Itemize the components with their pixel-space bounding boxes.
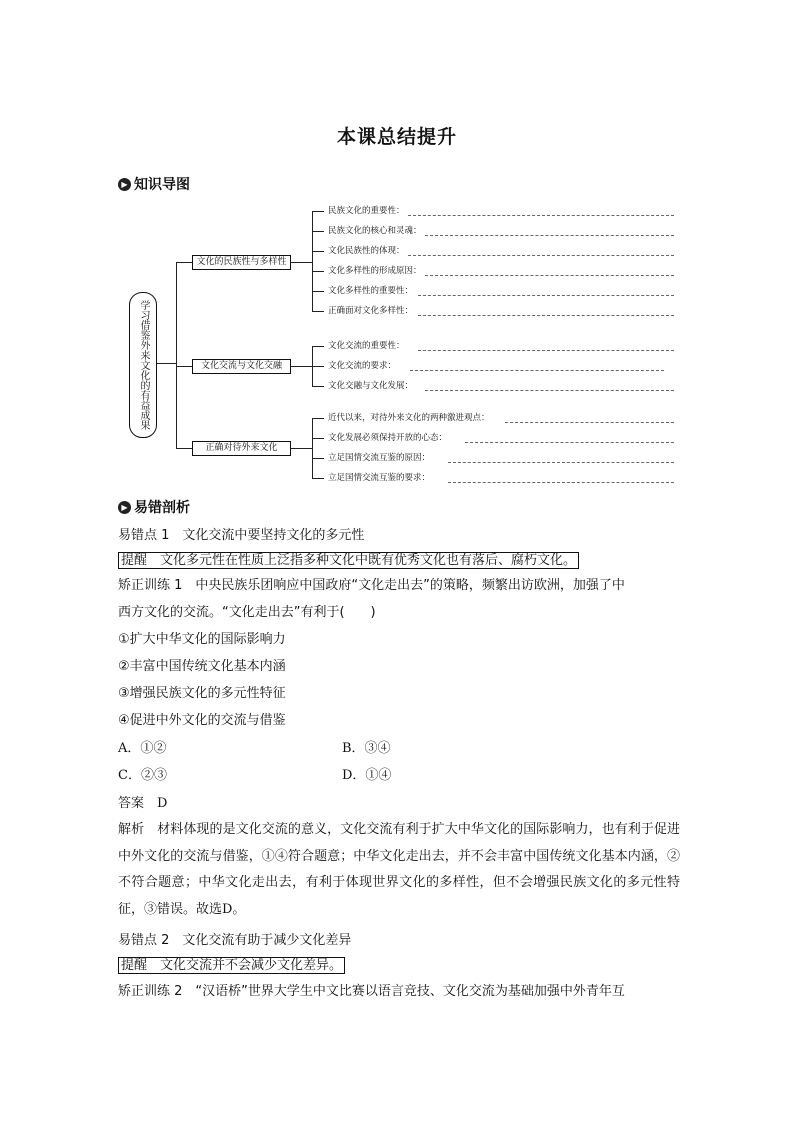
play-icon: ▶ <box>118 178 131 191</box>
mindmap-leaf: 文化交流的重要性： <box>328 341 405 351</box>
answer-blank <box>408 215 674 216</box>
answer-blank <box>418 350 674 351</box>
mindmap-leaf: 近代以来，对待外来文化的两种激进观点： <box>328 413 490 423</box>
error-point-1-tip: 提醒 文化多元性在性质上泛指多种文化中既有优秀文化也有落后、腐朽文化。 <box>118 552 579 569</box>
analysis: 解析 材料体现的是文化交流的意义，文化交流有利于扩大中华文化的国际影响力，也有利于促进中外文化的交流与借鉴，①④符合题意；中华文化走出去，并不会丰富中国传统文化基本内涵，②不符合题意；中华文化走出去，有利于体现世界文化的多样性，但不会增强民族文化的多元性特征，③错误。故选D。 <box>118 822 680 917</box>
statement-1: ①扩大中华文化的国际影响力 <box>118 632 286 647</box>
answer-blank <box>425 390 674 391</box>
mindmap-leaf: 文化多样性的形成原因： <box>328 266 422 276</box>
section-heading-knowledge-map <box>118 174 190 194</box>
option-d: D．①④ <box>342 768 392 783</box>
mindmap-branch-2: 文化交流与文化交融 <box>192 359 291 374</box>
answer-blank <box>465 442 674 443</box>
error-point-1-title: 易错点 1 文化交流中要坚持文化的多元性 <box>118 528 365 543</box>
answer: 答案 D <box>118 796 168 811</box>
section-heading-error-analysis <box>118 497 190 517</box>
answer-blank <box>418 295 674 296</box>
question-1-line-2: 西方文化的交流。“文化走出去”有利于( ) <box>118 605 376 620</box>
answer-blank <box>448 482 674 483</box>
answer-blank <box>425 235 674 236</box>
mindmap-leaf: 文化交融与文化发展： <box>328 381 414 391</box>
answer-blank <box>408 255 674 256</box>
mindmap-branch-3: 正确对待外来文化 <box>192 441 291 456</box>
question-1-line-1: 矫正训练 1 中央民族乐团响应中国政府“文化走出去”的策略，频繁出访欧洲，加强了中 <box>118 578 625 593</box>
mindmap-leaf: 文化交流的要求： <box>328 361 397 371</box>
mindmap-root <box>129 292 157 438</box>
option-a: A．①② <box>118 741 167 756</box>
answer-blank <box>425 275 674 276</box>
option-b: B．③④ <box>342 741 391 756</box>
mindmap-leaf: 立足国情交流互鉴的原因： <box>328 453 431 463</box>
play-icon: ▶ <box>118 501 131 514</box>
answer-blank <box>505 422 674 423</box>
answer-blank <box>448 462 674 463</box>
statement-3: ③增强民族文化的多元性特征 <box>118 686 286 701</box>
mindmap-leaf: 立足国情交流互鉴的要求： <box>328 473 431 483</box>
answer-blank <box>418 315 674 316</box>
answer-blank <box>410 370 664 371</box>
statement-4: ④促进中外文化的交流与借鉴 <box>118 713 286 728</box>
mindmap-leaf: 文化多样性的重要性： <box>328 286 414 296</box>
error-point-2-tip: 提醒 文化交流并不会减少文化差异。 <box>118 957 345 974</box>
section-heading-text: 易错剖析 <box>134 500 190 516</box>
mindmap-root-label: 学习借鉴外来文化的有益成果 <box>138 300 149 430</box>
mindmap-branch-1: 文化的民族性与多样性 <box>192 255 291 270</box>
mindmap-leaf: 文化发展必须保持开放的心态： <box>328 433 448 443</box>
mindmap-leaf: 民族文化的核心和灵魂： <box>328 226 422 236</box>
mindmap-leaf: 文化民族性的体现： <box>328 246 405 256</box>
page-title: 本课总结提升 <box>336 126 457 148</box>
section-heading-text: 知识导图 <box>134 177 190 193</box>
option-c: C．②③ <box>118 768 167 783</box>
statement-2: ②丰富中国传统文化基本内涵 <box>118 659 286 674</box>
mindmap-leaf: 正确面对文化多样性： <box>328 306 414 316</box>
mindmap-leaf: 民族文化的重要性： <box>328 206 405 216</box>
question-2-line-1: 矫正训练 2 “汉语桥”世界大学生中文比赛以语言竞技、文化交流为基础加强中外青年互 <box>118 984 625 999</box>
error-point-2-title: 易错点 2 文化交流有助于减少文化差异 <box>118 933 352 948</box>
